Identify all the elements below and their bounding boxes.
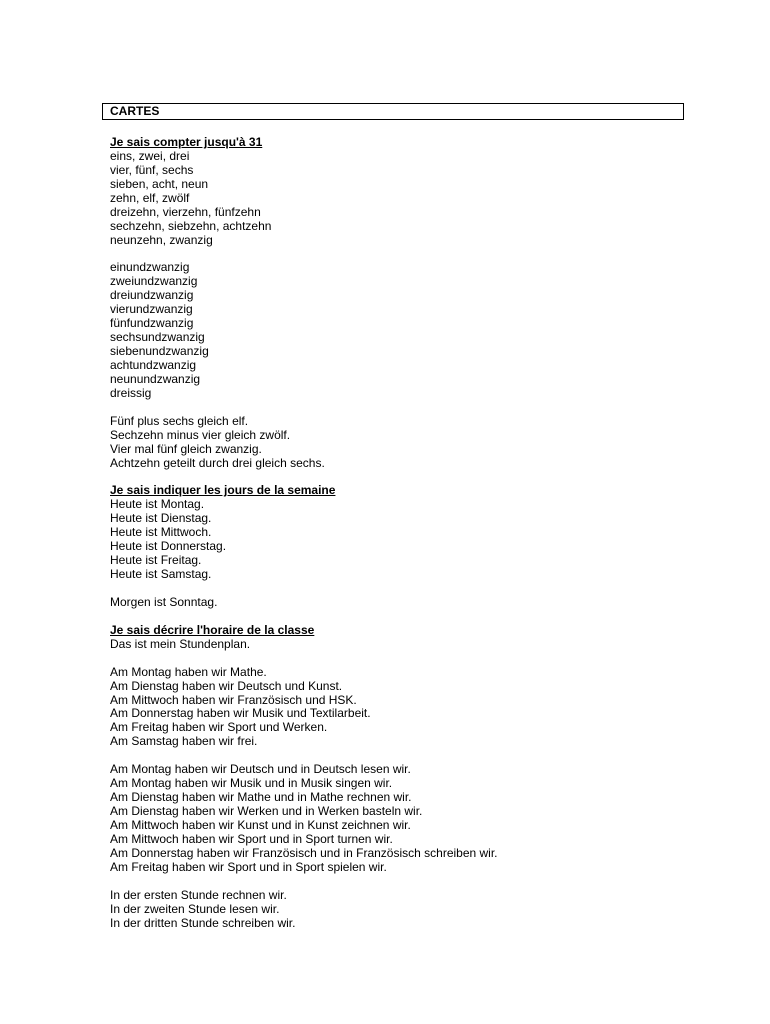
- text-line: einundzwanzig: [110, 260, 190, 275]
- text-line: Fünf plus sechs gleich elf.: [110, 413, 249, 428]
- text-line: vier, fünf, sechs: [110, 162, 194, 177]
- text-line: neunundzwanzig: [110, 371, 201, 386]
- text-line: In der dritten Stunde schreiben wir.: [110, 915, 296, 930]
- text-line: Am Donnerstag haben wir Musik und Textilarbeit.: [110, 706, 371, 721]
- paragraph-spacer: [110, 582, 690, 596]
- text-line: Am Samstag haben wir frei.: [110, 734, 258, 749]
- text-line: Am Dienstag haben wir Werken und in Werken basteln wir.: [110, 804, 423, 818]
- text-line: Am Mittwoch haben wir Sport und in Sport turnen wir.: [110, 831, 393, 846]
- text-line: sieben, acht, neun: [110, 176, 209, 191]
- text-line: eins, zwei, drei: [110, 148, 190, 163]
- text-line: Am Freitag haben wir Sport und in Sport spielen wir.: [110, 859, 387, 874]
- text-line: sechzehn, siebzehn, achtzehn: [110, 218, 272, 233]
- paragraph-spacer: [110, 749, 690, 763]
- text-line: Morgen ist Sonntag.: [110, 594, 218, 609]
- text-line: zehn, elf, zwölf: [110, 190, 190, 205]
- section-spacer: [110, 610, 690, 624]
- document-title: CARTES: [102, 103, 684, 120]
- text-line: Am Donnerstag haben wir Französisch und in Französisch schreiben wir.: [110, 845, 498, 860]
- section-heading: Je sais décrire l'horaire de la classe: [110, 622, 315, 637]
- section-spacer: [110, 471, 690, 485]
- paragraph-spacer: [110, 401, 690, 415]
- text-line: vierundzwanzig: [110, 302, 193, 317]
- text-line: neunzehn, zwanzig: [110, 232, 213, 247]
- text-line: dreizehn, vierzehn, fünfzehn: [110, 204, 261, 219]
- paragraph-spacer: [110, 652, 690, 666]
- text-line: Am Montag haben wir Deutsch und in Deutsch lesen wir.: [110, 762, 411, 777]
- document-content: [110, 136, 690, 930]
- text-line: dreiundzwanzig: [110, 288, 194, 303]
- text-line: dreissig: [110, 385, 152, 400]
- text-line: Am Dienstag haben wir Deutsch und Kunst.: [110, 678, 343, 693]
- section-heading: Je sais indiquer les jours de la semaine: [110, 483, 336, 498]
- text-line: siebenundzwanzig: [110, 344, 209, 359]
- text-line: Am Mittwoch haben wir Kunst und in Kunst zeichnen wir.: [110, 817, 411, 832]
- text-line: Vier mal fünf gleich zwanzig.: [110, 441, 262, 456]
- text-line: Heute ist Mittwoch.: [110, 525, 212, 540]
- section-heading: Je sais compter jusqu'à 31: [110, 135, 263, 149]
- text-line: Am Mittwoch haben wir Französisch und HSK.: [110, 692, 357, 707]
- text-line: Achtzehn geteilt durch drei gleich sechs.: [110, 455, 325, 470]
- text-line: In der ersten Stunde rechnen wir.: [110, 887, 287, 902]
- paragraph-spacer: [110, 248, 690, 262]
- text-line: achtundzwanzig: [110, 358, 197, 372]
- text-line: Heute ist Donnerstag.: [110, 539, 227, 554]
- text-line: fünfundzwanzig: [110, 316, 194, 331]
- paragraph-spacer: [110, 875, 690, 889]
- text-line: Am Freitag haben wir Sport und Werken.: [110, 720, 328, 735]
- text-line: Heute ist Montag.: [110, 497, 205, 512]
- text-line: Am Montag haben wir Mathe.: [110, 664, 267, 679]
- text-line: Sechzehn minus vier gleich zwölf.: [110, 427, 291, 442]
- text-line: Das ist mein Stundenplan.: [110, 636, 251, 651]
- text-line: Heute ist Dienstag.: [110, 511, 212, 526]
- text-line: Am Montag haben wir Musik und in Musik singen wir.: [110, 776, 393, 791]
- text-line: zweiundzwanzig: [110, 274, 198, 289]
- text-line: Heute ist Freitag.: [110, 553, 202, 568]
- text-line: sechsundzwanzig: [110, 330, 205, 345]
- text-line: Heute ist Samstag.: [110, 567, 212, 582]
- text-line: In der zweiten Stunde lesen wir.: [110, 901, 280, 916]
- text-line: Am Dienstag haben wir Mathe und in Mathe rechnen wir.: [110, 790, 412, 805]
